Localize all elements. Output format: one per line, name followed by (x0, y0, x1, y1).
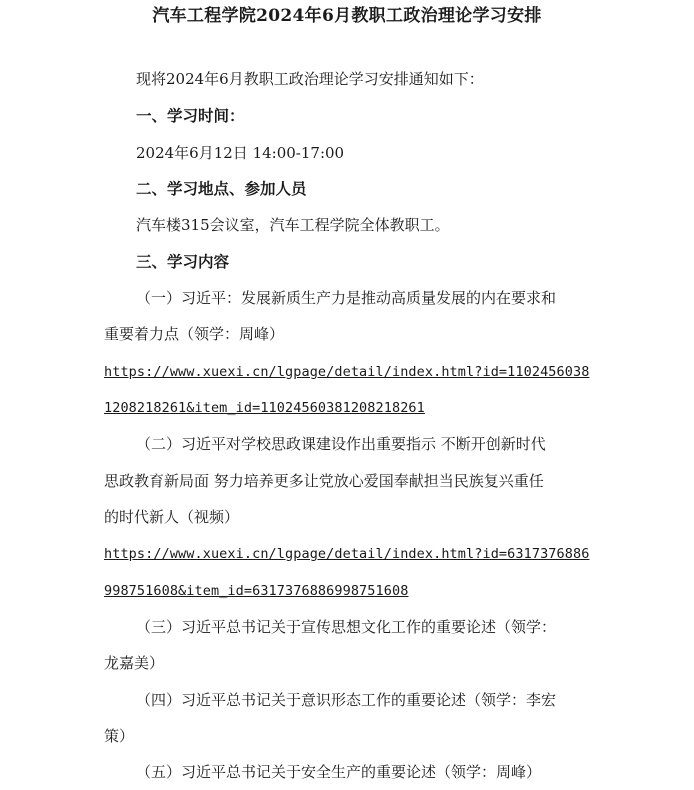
content-item-5-line1: （五）习近平总书记关于安全生产的重要论述（领学：周峰） (136, 763, 542, 781)
content-item-2-link-line2[interactable]: 998751608&item_id=6317376886998751608 (104, 583, 409, 599)
content-item-2-line2: 思政教育新局面 努力培养更多让党放心爱国奉献担当民族复兴重任 (104, 472, 544, 490)
section-heading-content: 三、学习内容 (136, 252, 230, 271)
content-item-1-line1: （一）习近平：发展新质生产力是推动高质量发展的内在要求和 (136, 289, 557, 307)
section-heading-location: 二、学习地点、参加人员 (136, 179, 307, 198)
content-item-1-link-line2[interactable]: 1208218261&item_id=11024560381208218261 (104, 400, 425, 416)
content-item-4-line2: 策） (104, 727, 135, 745)
study-time-text: 2024年6月12日 14:00-17:00 (136, 144, 345, 162)
content-item-2-line3: 的时代新人（视频） (104, 508, 240, 526)
content-item-2-line1: （二）习近平对学校思政课建设作出重要指示 不断开创新时代 (136, 435, 546, 453)
content-item-1-line2: 重要着力点（领学：周峰） (104, 325, 285, 343)
content-item-3-line1: （三）习近平总书记关于宣传思想文化工作的重要论述（领学： (136, 618, 557, 636)
content-item-4-line1: （四）习近平总书记关于意识形态工作的重要论述（领学：李宏 (136, 691, 557, 709)
content-item-1-link-line1[interactable]: https://www.xuexi.cn/lgpage/detail/index.html?id=1102456038 (104, 364, 590, 380)
document-title: 汽车工程学院2024年6月教职工政治理论学习安排 (152, 6, 542, 26)
intro-text: 现将2024年6月教职工政治理论学习安排通知如下： (136, 70, 484, 88)
content-item-3-line2: 龙嘉美） (104, 654, 165, 672)
section-heading-time: 一、学习时间： (136, 106, 245, 125)
location-text: 汽车楼315会议室，汽车工程学院全体教职工。 (136, 216, 450, 234)
content-item-2-link-line1[interactable]: https://www.xuexi.cn/lgpage/detail/index.html?id=6317376886 (104, 546, 590, 562)
